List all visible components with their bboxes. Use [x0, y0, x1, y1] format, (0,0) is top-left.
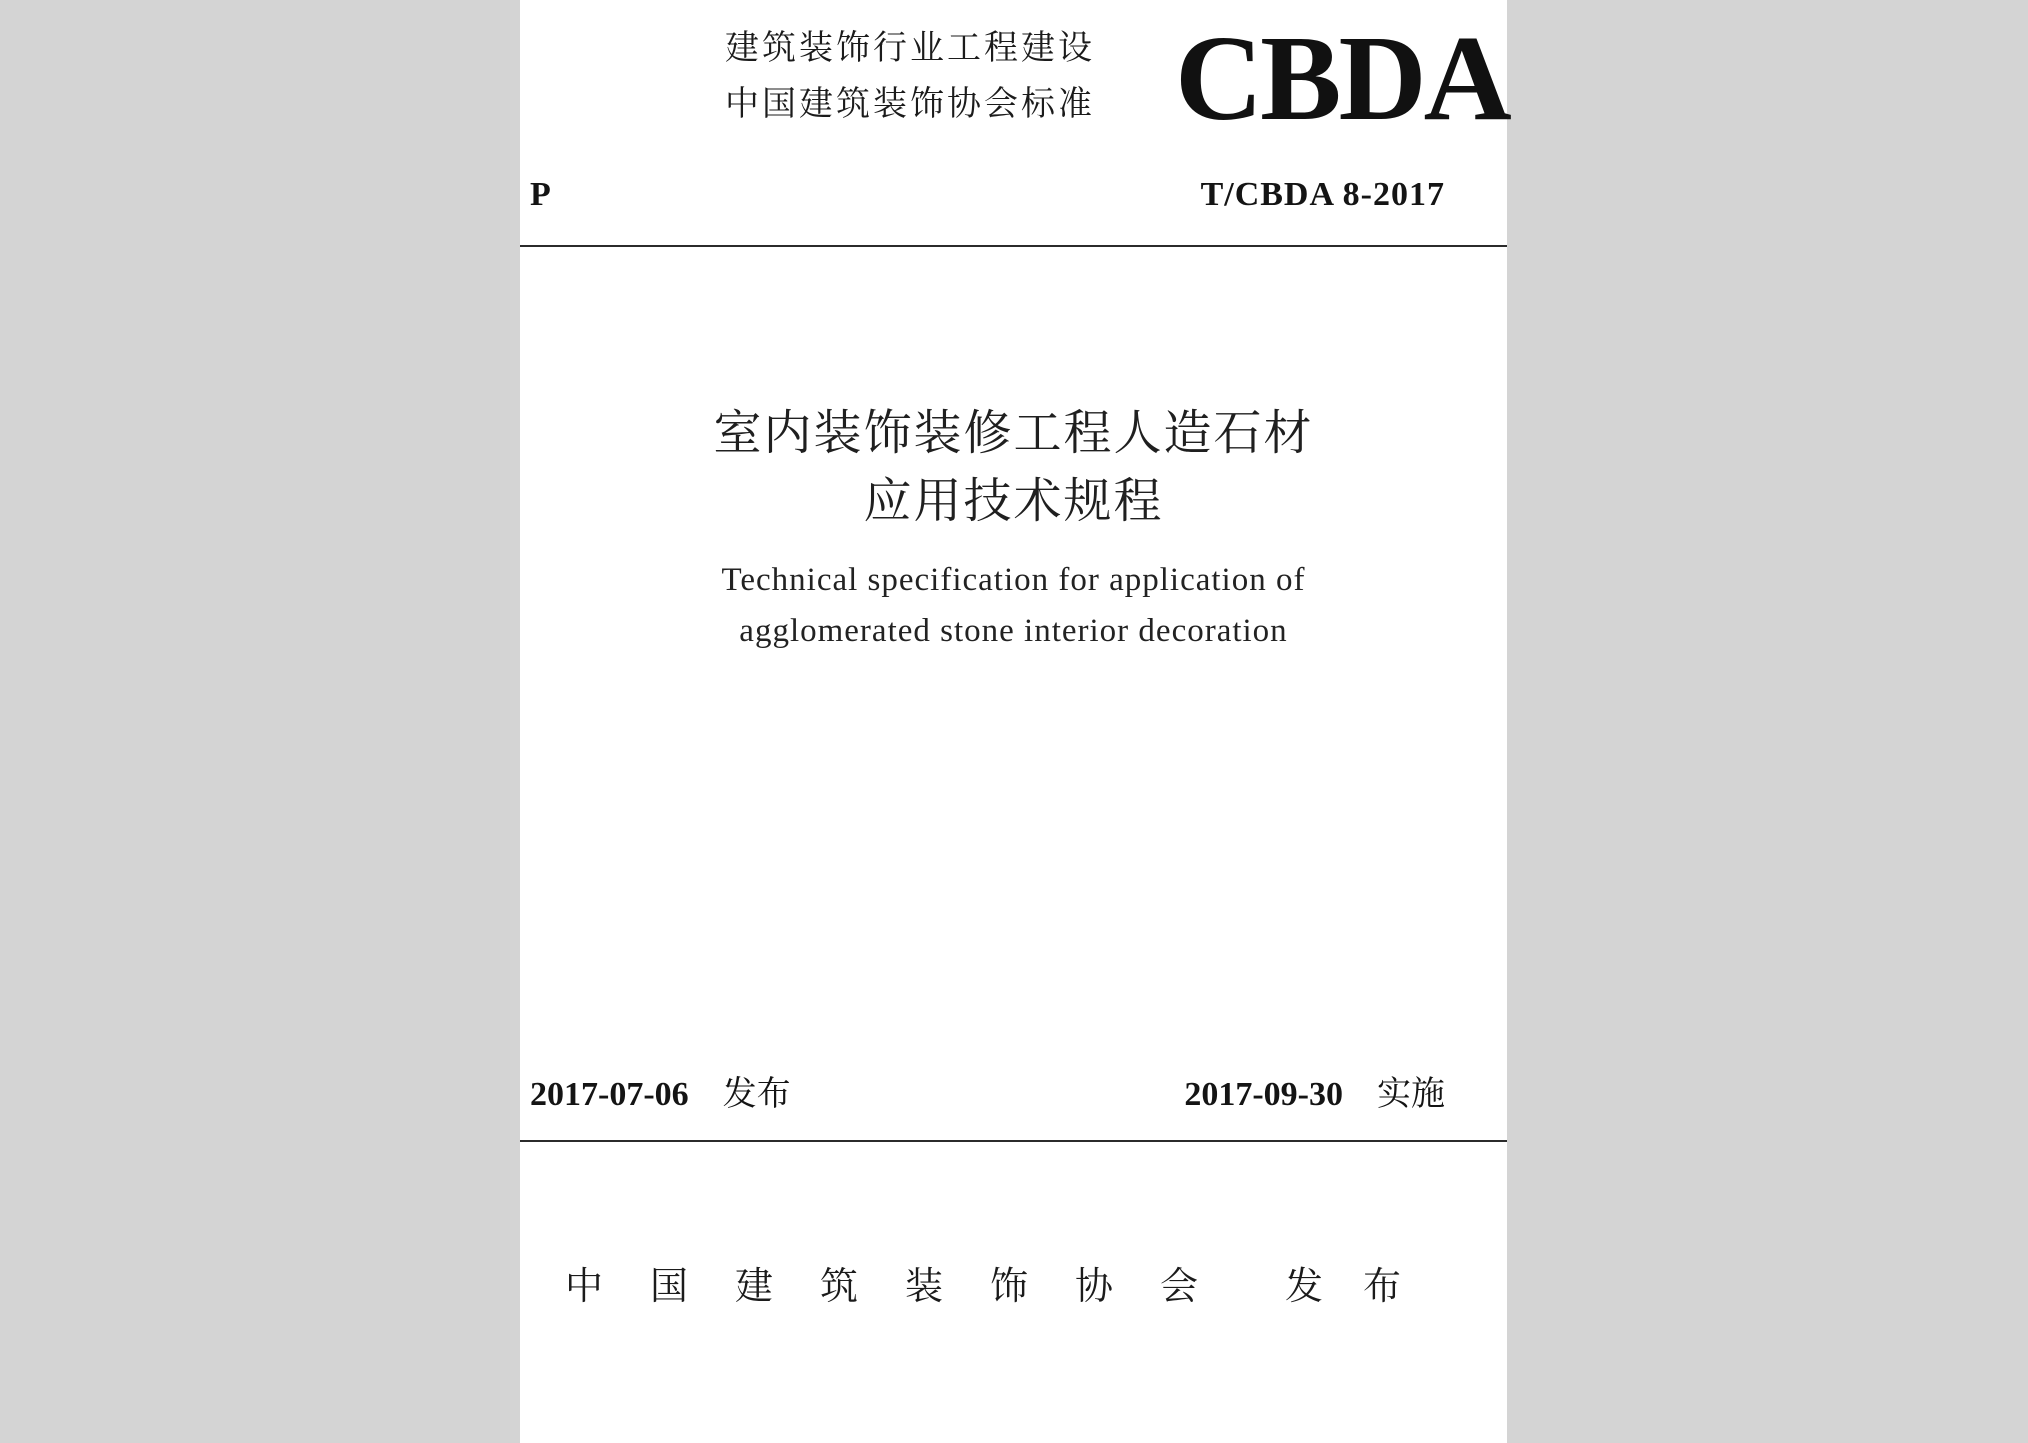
publisher-char: 中	[565, 1264, 604, 1308]
effective-date: 2017-09-30	[1184, 1076, 1343, 1113]
issue-label: 发布	[722, 1074, 791, 1114]
header-line-2: 中国建筑装饰协会标准	[725, 84, 1095, 124]
issue-date-block	[530, 1066, 791, 1115]
cbda-logo: CBDA	[1175, 11, 1509, 146]
top-divider	[520, 245, 1507, 247]
title-cn-line-2: 应用技术规程	[863, 473, 1164, 529]
standard-cover-page	[520, 0, 1507, 1443]
issue-date: 2017-07-06	[530, 1076, 689, 1113]
publisher-char: 饰	[990, 1264, 1029, 1308]
publisher-char: 协	[1075, 1264, 1114, 1308]
publisher-char: 筑	[820, 1264, 859, 1308]
publisher-char: 装	[905, 1264, 944, 1308]
title-cn-line-1: 室内装饰装修工程人造石材	[713, 405, 1314, 461]
publisher-action-char: 布	[1363, 1264, 1402, 1308]
publisher-action-char: 发	[1285, 1264, 1324, 1308]
bottom-divider	[520, 1140, 1507, 1142]
publisher-char: 会	[1160, 1264, 1199, 1308]
publisher-char: 建	[735, 1264, 774, 1308]
category-code: P	[530, 176, 551, 213]
publisher-char: 国	[650, 1264, 689, 1308]
standard-number: T/CBDA 8-2017	[1200, 176, 1445, 213]
publisher-line	[565, 1255, 1401, 1310]
title-en-line-2: agglomerated stone interior decoration	[739, 613, 1288, 649]
effective-label: 实施	[1377, 1074, 1445, 1114]
header-line-1: 建筑装饰行业工程建设	[725, 28, 1095, 68]
title-en-line-1: Technical specification for application of	[721, 562, 1306, 598]
effective-date-block	[1184, 1066, 1445, 1115]
